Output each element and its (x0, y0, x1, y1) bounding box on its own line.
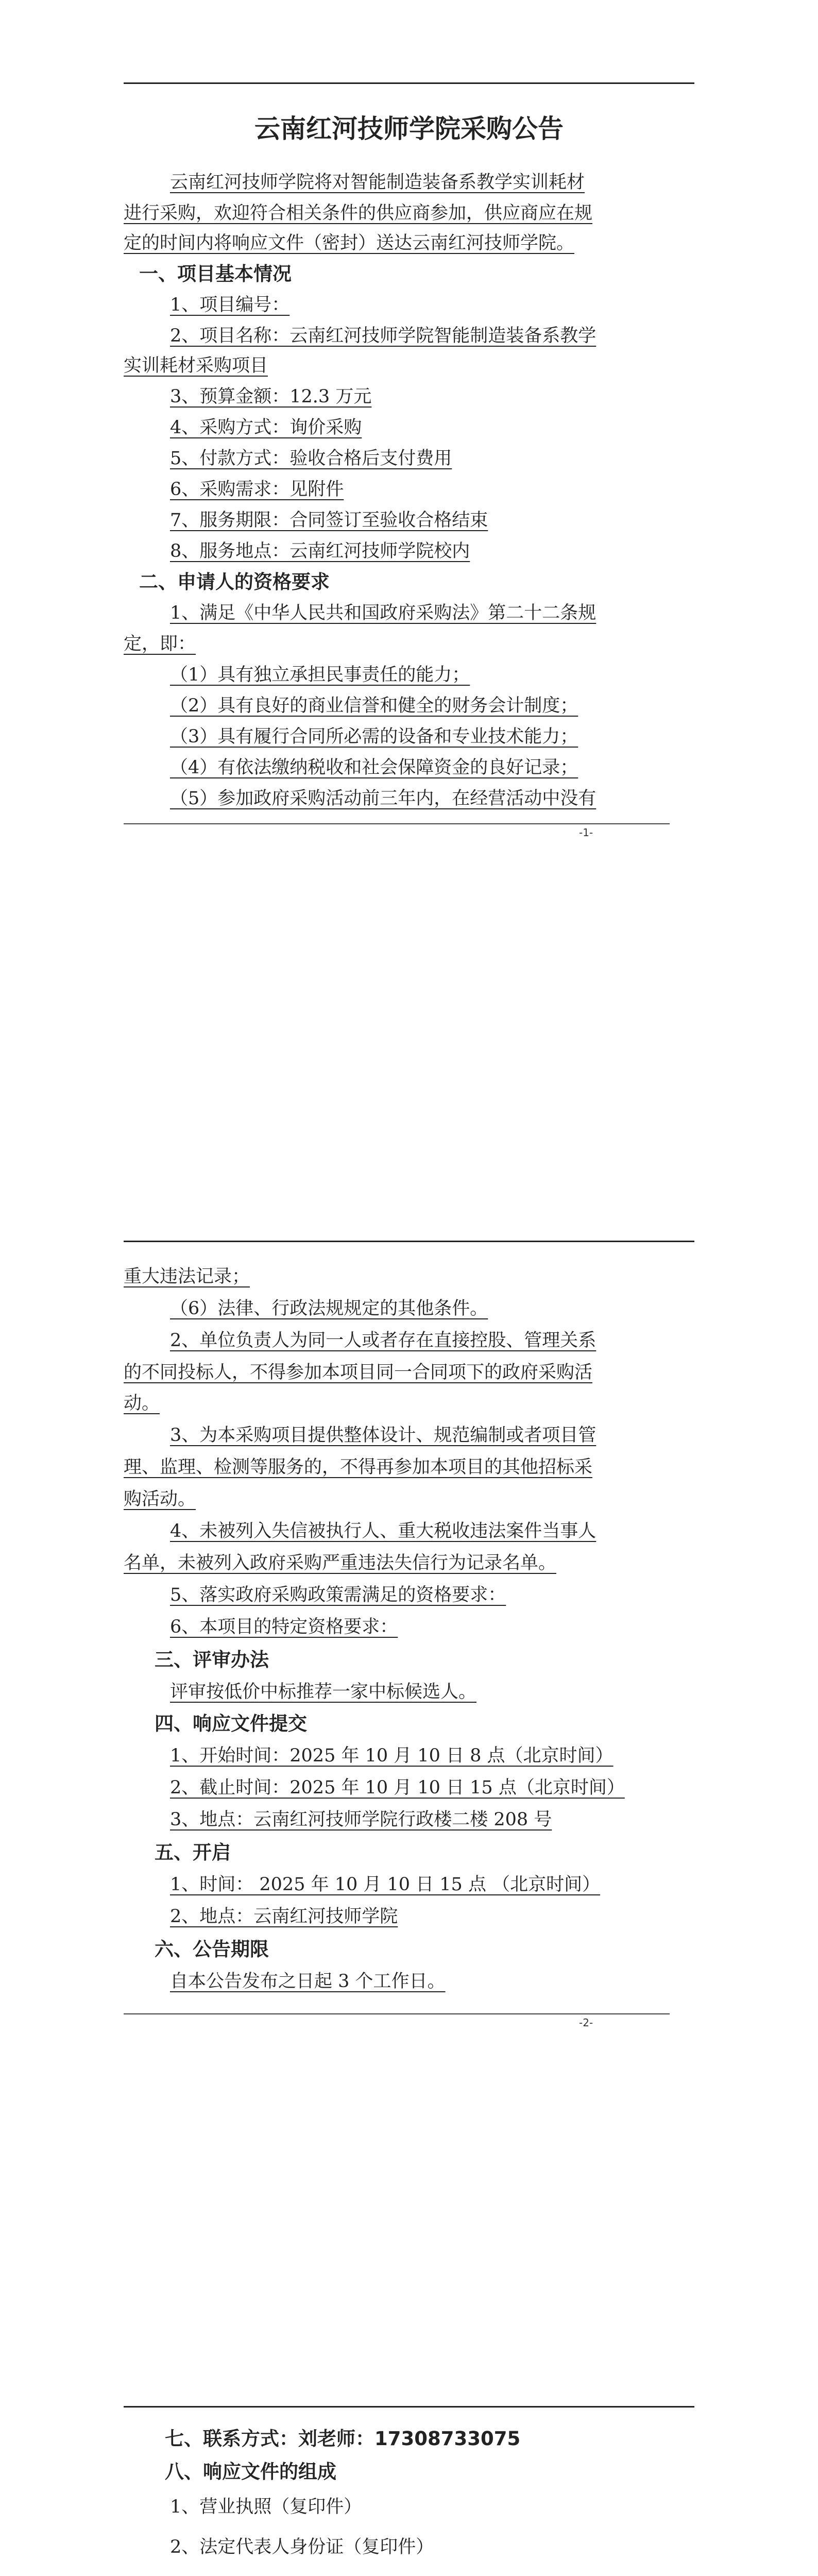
qualification-line: 5、落实政府采购政策需满足的资格要求： (170, 1585, 506, 1605)
section-heading-evaluation: 三、评审办法 (155, 1649, 269, 1671)
document-item: 2、法定代表人身份证（复印件） (170, 2537, 434, 2557)
qualification-line: 名单，未被列入政府采购严重违法失信行为记录名单。 (124, 1553, 557, 1573)
procurement-method: 4、采购方式：询价采购 (170, 417, 362, 438)
project-name: 2、项目名称：云南红河技师学院智能制造装备系教学 (170, 326, 597, 346)
page3-top-rule (124, 2406, 694, 2408)
submission-deadline: 2、截止时间：2025 年 10 月 10 日 15 点（北京时间） (170, 1777, 625, 1798)
document-item (170, 2574, 741, 2576)
service-location: 8、服务地点：云南红河技师学院校内 (170, 541, 470, 562)
section-heading-qualification: 二、申请人的资格要求 (139, 571, 330, 593)
qualification-line: 定，即： (124, 634, 196, 654)
submission-location: 3、地点：云南红河技师学院行政楼二楼 208 号 (170, 1809, 552, 1830)
opening-location: 2、地点：云南红河技师学院 (170, 1906, 398, 1927)
project-name-cont: 实训耗材采购项目 (124, 355, 268, 376)
section-heading-documents: 八、响应文件的组成 (165, 2461, 336, 2483)
page2-top-rule (124, 1241, 694, 1242)
page-number: -2- (579, 2016, 593, 2029)
qualification-line: （6）法律、行政法规规定的其他条件。 (170, 1298, 488, 1319)
qualification-line: 理、监理、检测等服务的，不得再参加本项目的其他招标采 (124, 1457, 593, 1478)
opening-time: 1、时间： 2025 年 10 月 10 日 15 点 （北京时间） (170, 1874, 601, 1895)
qualification-line: 4、未被列入失信被执行人、重大税收违法案件当事人 (170, 1521, 597, 1541)
submission-start: 1、开始时间：2025 年 10 月 10 日 8 点（北京时间） (170, 1745, 614, 1766)
contact-info: 七、联系方式：刘老师：17308733075 (165, 2428, 521, 2450)
intro-line: 进行采购，欢迎符合相关条件的供应商参加，供应商应在规 (124, 203, 593, 224)
page-title: 云南红河技师学院采购公告 (254, 113, 564, 144)
document-item: 1、营业执照（复印件） (170, 2497, 362, 2517)
service-period: 7、服务期限：合同签订至验收合格结束 (170, 510, 488, 531)
qualification-line: 1、满足《中华人民共和国政府采购法》第二十二条规 (170, 603, 597, 623)
qualification-line: （1）具有独立承担民事责任的能力； (170, 665, 470, 685)
intro-line: 定的时间内将响应文件（密封）送达云南红河技师学院。 (124, 233, 575, 253)
qualification-line: 3、为本采购项目提供整体设计、规范编制或者项目管 (170, 1425, 597, 1446)
qualification-line: （3）具有履行合同所必需的设备和专业技术能力； (170, 726, 578, 747)
qualification-line: （5）参加政府采购活动前三年内，在经营活动中没有 (170, 788, 597, 809)
qualification-line: 购活动。 (124, 1489, 196, 1510)
announcement-period-text: 自本公告发布之日起 3 个工作日。 (170, 1971, 446, 1992)
qualification-line: 的不同投标人，不得参加本项目同一合同项下的政府采购活 (124, 1362, 593, 1383)
evaluation-text: 评审按低价中标推荐一家中标候选人。 (170, 1682, 477, 1702)
qualification-line: 重大违法记录； (124, 1266, 250, 1287)
section-heading-submission: 四、响应文件提交 (155, 1713, 307, 1735)
qualification-line: （4）有依法缴纳税收和社会保障资金的良好记录； (170, 757, 578, 778)
intro-line: 云南红河技师学院将对智能制造装备系教学实训耗材 (170, 172, 585, 193)
page-number: -1- (579, 826, 593, 839)
page2-bottom-rule (124, 2013, 670, 2014)
page1-bottom-rule (124, 823, 670, 824)
qualification-line: 6、本项目的特定资格要求： (170, 1617, 398, 1637)
qualification-line: 2、单位负责人为同一人或者存在直接控股、管理关系 (170, 1330, 597, 1351)
project-number: 1、项目编号： (170, 295, 290, 315)
qualification-line: （2）具有良好的商业信誉和健全的财务会计制度； (170, 696, 578, 716)
section-heading-opening: 五、开启 (155, 1841, 231, 1863)
section-heading-announcement-period: 六、公告期限 (155, 1938, 269, 1960)
section-heading-basic-info: 一、项目基本情况 (139, 263, 292, 285)
payment-method: 5、付款方式：验收合格后支付费用 (170, 448, 452, 469)
budget: 3、预算金额：12.3 万元 (170, 386, 372, 407)
procurement-needs: 6、采购需求：见附件 (170, 479, 344, 500)
page1-top-rule (124, 82, 694, 84)
qualification-line: 动。 (124, 1393, 160, 1414)
